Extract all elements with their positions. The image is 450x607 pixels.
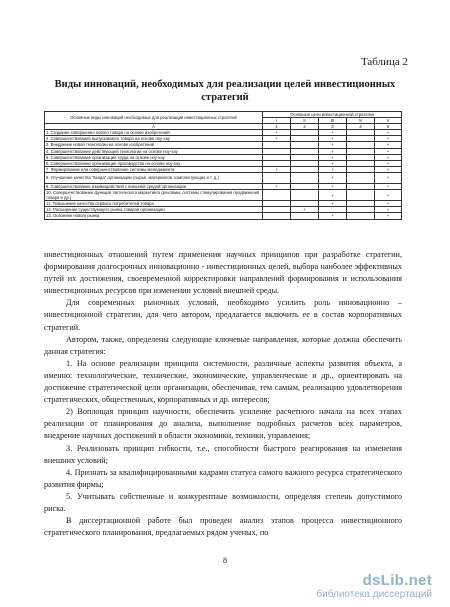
goal-mark-cell: + bbox=[375, 142, 402, 148]
goal-mark-cell: + bbox=[319, 130, 347, 136]
innovation-type-cell: 6. Совершенствование организации производства на основе ноу-хау bbox=[45, 160, 263, 166]
goal-mark-cell: + bbox=[319, 190, 347, 201]
watermark-logo: dsLib.net bbox=[362, 572, 432, 589]
innovation-type-cell: 12. Расширение существующего рынка товаров организации bbox=[45, 207, 263, 213]
goal-mark-cell: + bbox=[319, 201, 347, 207]
innovation-type-cell: 5. Совершенствование организации труда на основе ноу-хау bbox=[45, 154, 263, 160]
goal-roman-header: II bbox=[291, 118, 319, 124]
goal-roman-header: III bbox=[319, 118, 347, 124]
goal-mark-cell: + bbox=[375, 213, 402, 219]
col-letter-a: А bbox=[45, 124, 263, 130]
innovation-type-cell: 8. Улучшение качества "входа" организации (сырья, материалов, комплектующих и т. д.) bbox=[45, 172, 263, 183]
goal-number-header: 1 bbox=[263, 124, 291, 130]
watermark-subtitle: библиотека диссертаций bbox=[316, 589, 432, 600]
goal-mark-cell: + bbox=[319, 160, 347, 166]
goal-mark-cell: + bbox=[319, 154, 347, 160]
goal-mark-cell: + bbox=[263, 166, 291, 172]
table-row bbox=[45, 172, 402, 183]
goal-mark-cell: + bbox=[375, 183, 402, 189]
list-item: 3. Реализовать принцип гибкости, т.е., способности быстрого реагирования на изменения внешних условий; bbox=[44, 443, 402, 465]
table-row bbox=[45, 190, 402, 201]
table-caption-number: Таблица 2 bbox=[360, 56, 408, 68]
goal-roman-header: V bbox=[375, 118, 402, 124]
goal-mark-cell: + bbox=[375, 207, 402, 213]
goal-mark-cell: + bbox=[375, 166, 402, 172]
goal-mark-cell: + bbox=[291, 207, 319, 213]
innovation-type-cell: 10. Совершенствование функций тактического маркетинга (рекламы, системы стимулирования продвижения товара и др.) bbox=[45, 190, 263, 201]
paragraph: Для современных рыночных условий, необходимо усилить роль инновационно – инвестиционной стратегии, для чего автором, предлагается включить ее в состав корпоративных стратегий. bbox=[44, 298, 402, 332]
table-row bbox=[45, 213, 402, 219]
list-item: 1. На основе реализации принципа системности, различные аспекты развития объекта, а именно: технологические, технические, экономические, управленческие и др., ориентировать на достижение стратегической цели организации, обеспечивая, тем самым, реализацию удовлетворения стратегических, общественных, корпоративных и др. интересов; bbox=[44, 358, 402, 405]
goal-mark-cell: + bbox=[375, 172, 402, 183]
list-item: 4. Признать за квалифицированными кадрами статуса самого важного ресурса стратегического развития фирмы; bbox=[44, 467, 402, 489]
innovation-type-cell: 11. Повышение качества сервиса потребителей товара bbox=[45, 201, 263, 207]
goal-mark-cell bbox=[291, 172, 319, 183]
goal-roman-header: IV bbox=[347, 118, 375, 124]
goal-mark-cell: + bbox=[319, 148, 347, 154]
goal-mark-cell: + bbox=[319, 183, 347, 189]
innovation-type-cell: 4. Совершенствование действующей технологии на основе ноу-хау bbox=[45, 148, 263, 154]
paragraph: В диссертационной работе был проведен анализ этапов процесса инвестиционного стратегического планирования, предлагаемых рядом ученых, по bbox=[44, 516, 402, 538]
main-text bbox=[44, 249, 402, 539]
goal-mark-cell: + bbox=[263, 183, 291, 189]
goal-mark-cell: + bbox=[375, 190, 402, 201]
innovation-type-cell: 7. Формирование или совершенствование системы менеджмента bbox=[45, 166, 263, 172]
goal-mark-cell: + bbox=[319, 166, 347, 172]
goal-mark-cell: + bbox=[263, 130, 291, 136]
goal-mark-cell bbox=[347, 190, 375, 201]
innovation-type-cell: 13. Освоение нового рынка bbox=[45, 213, 263, 219]
goal-mark-cell bbox=[347, 213, 375, 219]
innovations-table bbox=[44, 111, 402, 220]
goal-mark-cell: + bbox=[263, 136, 291, 142]
goal-mark-cell: + bbox=[319, 213, 347, 219]
goal-number-header: 5 bbox=[375, 124, 402, 130]
innovation-type-cell: 9. Совершенствование взаимодействия с внешней средой организации bbox=[45, 183, 263, 189]
innovation-type-cell: 1. Создание совершенно нового товара на основе изобретений bbox=[45, 130, 263, 136]
goal-mark-cell bbox=[347, 172, 375, 183]
goal-mark-cell bbox=[263, 190, 291, 201]
innovation-type-cell: 3. Внедрение новой технологии на основе изобретений bbox=[45, 142, 263, 148]
goal-mark-cell: + bbox=[375, 130, 402, 136]
goal-mark-cell bbox=[263, 213, 291, 219]
innovation-type-cell: 2. Совершенствование выпускаемого товара на основе ноу-хау bbox=[45, 136, 263, 142]
goal-number-header: 4 bbox=[347, 124, 375, 130]
goal-mark-cell bbox=[263, 172, 291, 183]
col-header-goals: Основные цели инвестиционной стратегии bbox=[263, 112, 402, 118]
goal-mark-cell: + bbox=[319, 172, 347, 183]
watermark bbox=[250, 572, 436, 602]
goal-mark-cell bbox=[291, 213, 319, 219]
goal-mark-cell: + bbox=[375, 154, 402, 160]
goal-mark-cell: + bbox=[375, 136, 402, 142]
list-item: 5. Учитывать собственные и конкурентные возможности, определяя степень допустимого риска. bbox=[44, 491, 402, 513]
table-title: Виды инноваций, необходимых для реализации целей инвестиционных стратегий bbox=[54, 79, 396, 103]
goal-mark-cell: + bbox=[375, 201, 402, 207]
goal-number-header: 3 bbox=[319, 124, 347, 130]
innovations-table-body bbox=[45, 130, 402, 219]
goal-mark-cell bbox=[291, 190, 319, 201]
goal-mark-cell: + bbox=[319, 136, 347, 142]
list-item: 2) Воплощая принцип научности, обеспечить усиление расчетного начала на всех этапах реализации от планирования до анализа, выполнение подробных расчетов всех параметров, внедрение научных достижений в области экономики, техники, управления; bbox=[44, 407, 402, 441]
goal-mark-cell: + bbox=[375, 160, 402, 166]
col-header-innovation-types: Основные виды инноваций необходимых для реализации инвестиционных стратегий bbox=[45, 112, 263, 124]
goal-mark-cell: + bbox=[375, 148, 402, 154]
goal-mark-cell: + bbox=[319, 142, 347, 148]
goal-number-header: 2 bbox=[291, 124, 319, 130]
page-number: 8 bbox=[223, 556, 227, 565]
paragraph: инвестиционных отношений путем применения научных принципов при разработке стратегии, формирования долгосрочных инновационно - инвестиционных целей, выбора наиболее эффективных путей их достижения, своевременной корректировки направлений формирования и использования инвестиционных ресурсов при изменении условий внешней среды. bbox=[44, 250, 402, 296]
paragraph: Автором, также, определены следующие ключевые направления, которые должна обеспечить данная стратегия: bbox=[44, 334, 402, 356]
goal-roman-header: I bbox=[263, 118, 291, 124]
